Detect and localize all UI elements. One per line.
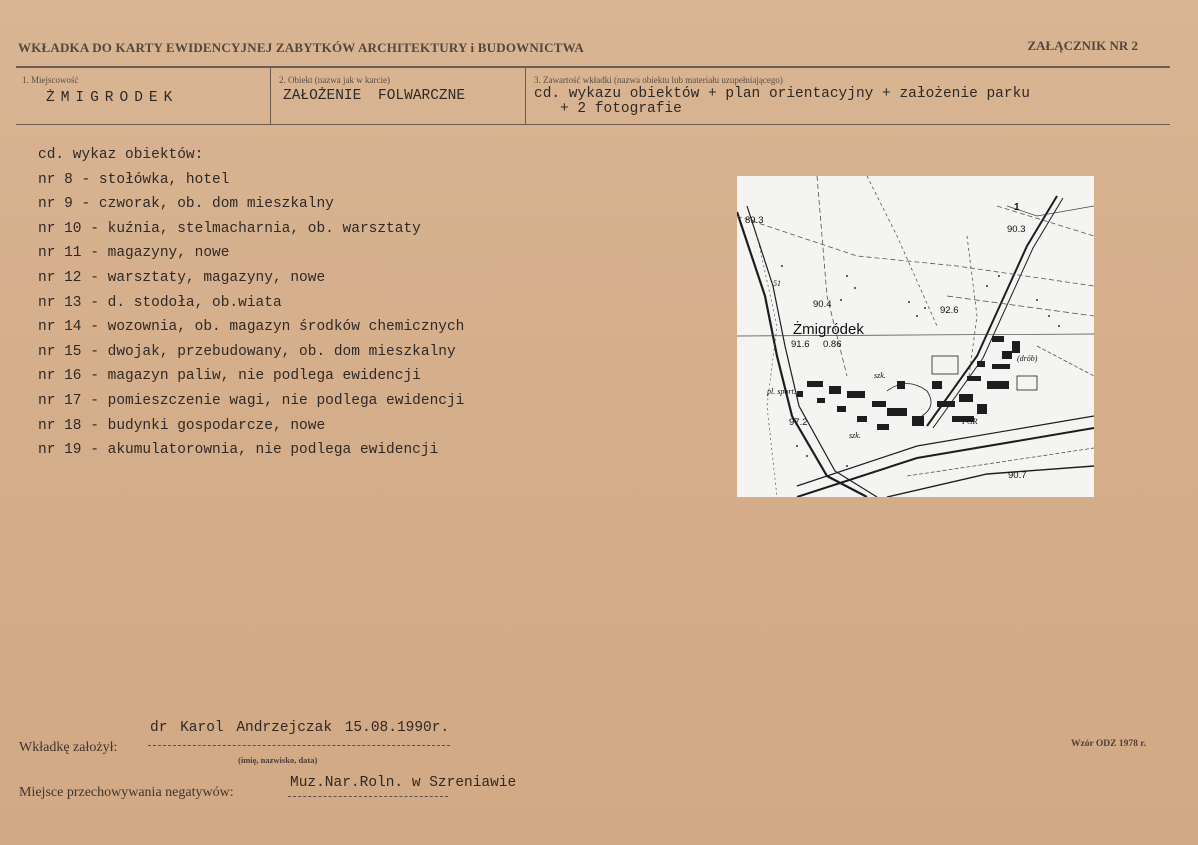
content-value-line2: + 2 fotografie xyxy=(560,101,682,117)
created-by-value: dr Karol Andrzejczak 15.08.1990r. xyxy=(150,720,450,736)
list-item: nr 9 - czworak, ob. dom mieszkalny xyxy=(38,196,334,213)
list-item: nr 10 - kuźnia, stelmacharnia, ob. warsztaty xyxy=(38,220,421,237)
place-label: 1. Miejscowość xyxy=(22,75,79,85)
map-elevation: 90.4 xyxy=(813,299,832,310)
map-label: szk. xyxy=(849,431,861,440)
list-item: nr 19 - akumulatorownia, nie podlega ewidencji xyxy=(38,442,439,459)
map-elevation: 97.2 xyxy=(789,417,808,428)
map-town-name: Żmigródek xyxy=(793,321,864,338)
list-item: nr 8 - stołówka, hotel xyxy=(38,171,230,188)
list-item: nr 17 - pomieszczenie wagi, nie podlega ewidencji xyxy=(38,392,465,409)
map-label: pl. sport. xyxy=(767,387,796,396)
map-label: 51 xyxy=(773,279,781,288)
storage-label: Miejsce przechowywania negatywów: xyxy=(19,785,234,800)
storage-line xyxy=(288,796,448,797)
storage-value: Muz.Nar.Roln. w Szreniawie xyxy=(290,775,517,791)
place-value: ŻMIGRODEK xyxy=(46,90,179,106)
object-list xyxy=(38,143,464,463)
list-item: nr 15 - dwojak, przebudowany, ob. dom mieszkalny xyxy=(38,343,456,360)
created-by-line xyxy=(148,745,450,746)
list-heading: cd. wykaz obiektów: xyxy=(38,147,204,163)
list-item: nr 14 - wozownia, ob. magazyn środków chemicznych xyxy=(38,319,465,336)
map-elevation: 91.6 xyxy=(791,339,810,350)
map-label: (drób) xyxy=(1017,354,1038,363)
orientation-map xyxy=(737,176,1094,497)
annex-number: ZAŁĄCZNIK NR 2 xyxy=(1027,38,1138,53)
map-elevation: 0.86 xyxy=(823,339,842,350)
list-item: nr 13 - d. stodoła, ob.wiata xyxy=(38,294,282,311)
card-title: WKŁADKA DO KARTY EWIDENCYJNEJ ZABYTKÓW ARCHITEKTURY i BUDOWNICTWA xyxy=(18,40,584,55)
object-value: ZAŁOŻENIE FOLWARCZNE xyxy=(283,88,466,104)
map-elevation: 90.3 xyxy=(1007,224,1026,235)
map-label: szk. xyxy=(874,371,886,380)
list-item: nr 16 - magazyn paliw, nie podlega ewidencji xyxy=(38,368,421,385)
map-elevation: 90.7 xyxy=(1008,470,1027,481)
created-by-hint: (imię, nazwisko, data) xyxy=(238,755,318,765)
field-divider-2 xyxy=(525,68,526,124)
created-by-label: Wkładkę założył: xyxy=(19,740,118,755)
field-divider-1 xyxy=(270,68,271,124)
form-code: Wzór ODZ 1978 r. xyxy=(1071,739,1146,749)
content-label: 3. Zawartość wkładki (nazwa obiektu lub materiału uzupełniającego) xyxy=(534,75,783,85)
content-value-line1: cd. wykazu obiektów + plan orientacyjny + założenie parku xyxy=(534,86,1030,102)
map-label: PGR xyxy=(962,417,978,426)
map-elevation: 89.3 xyxy=(745,215,764,226)
svg-text:1: 1 xyxy=(1014,202,1020,213)
list-item: nr 11 - magazyny, nowe xyxy=(38,245,230,262)
header-top-rule xyxy=(16,66,1170,68)
map-elevation: 92.6 xyxy=(940,305,959,316)
list-item: nr 12 - warsztaty, magazyny, nowe xyxy=(38,269,326,286)
list-item: nr 18 - budynki gospodarcze, nowe xyxy=(38,417,326,434)
header-bottom-rule xyxy=(16,124,1170,125)
object-label: 2. Obiekt (nazwa jak w karcie) xyxy=(279,75,390,85)
